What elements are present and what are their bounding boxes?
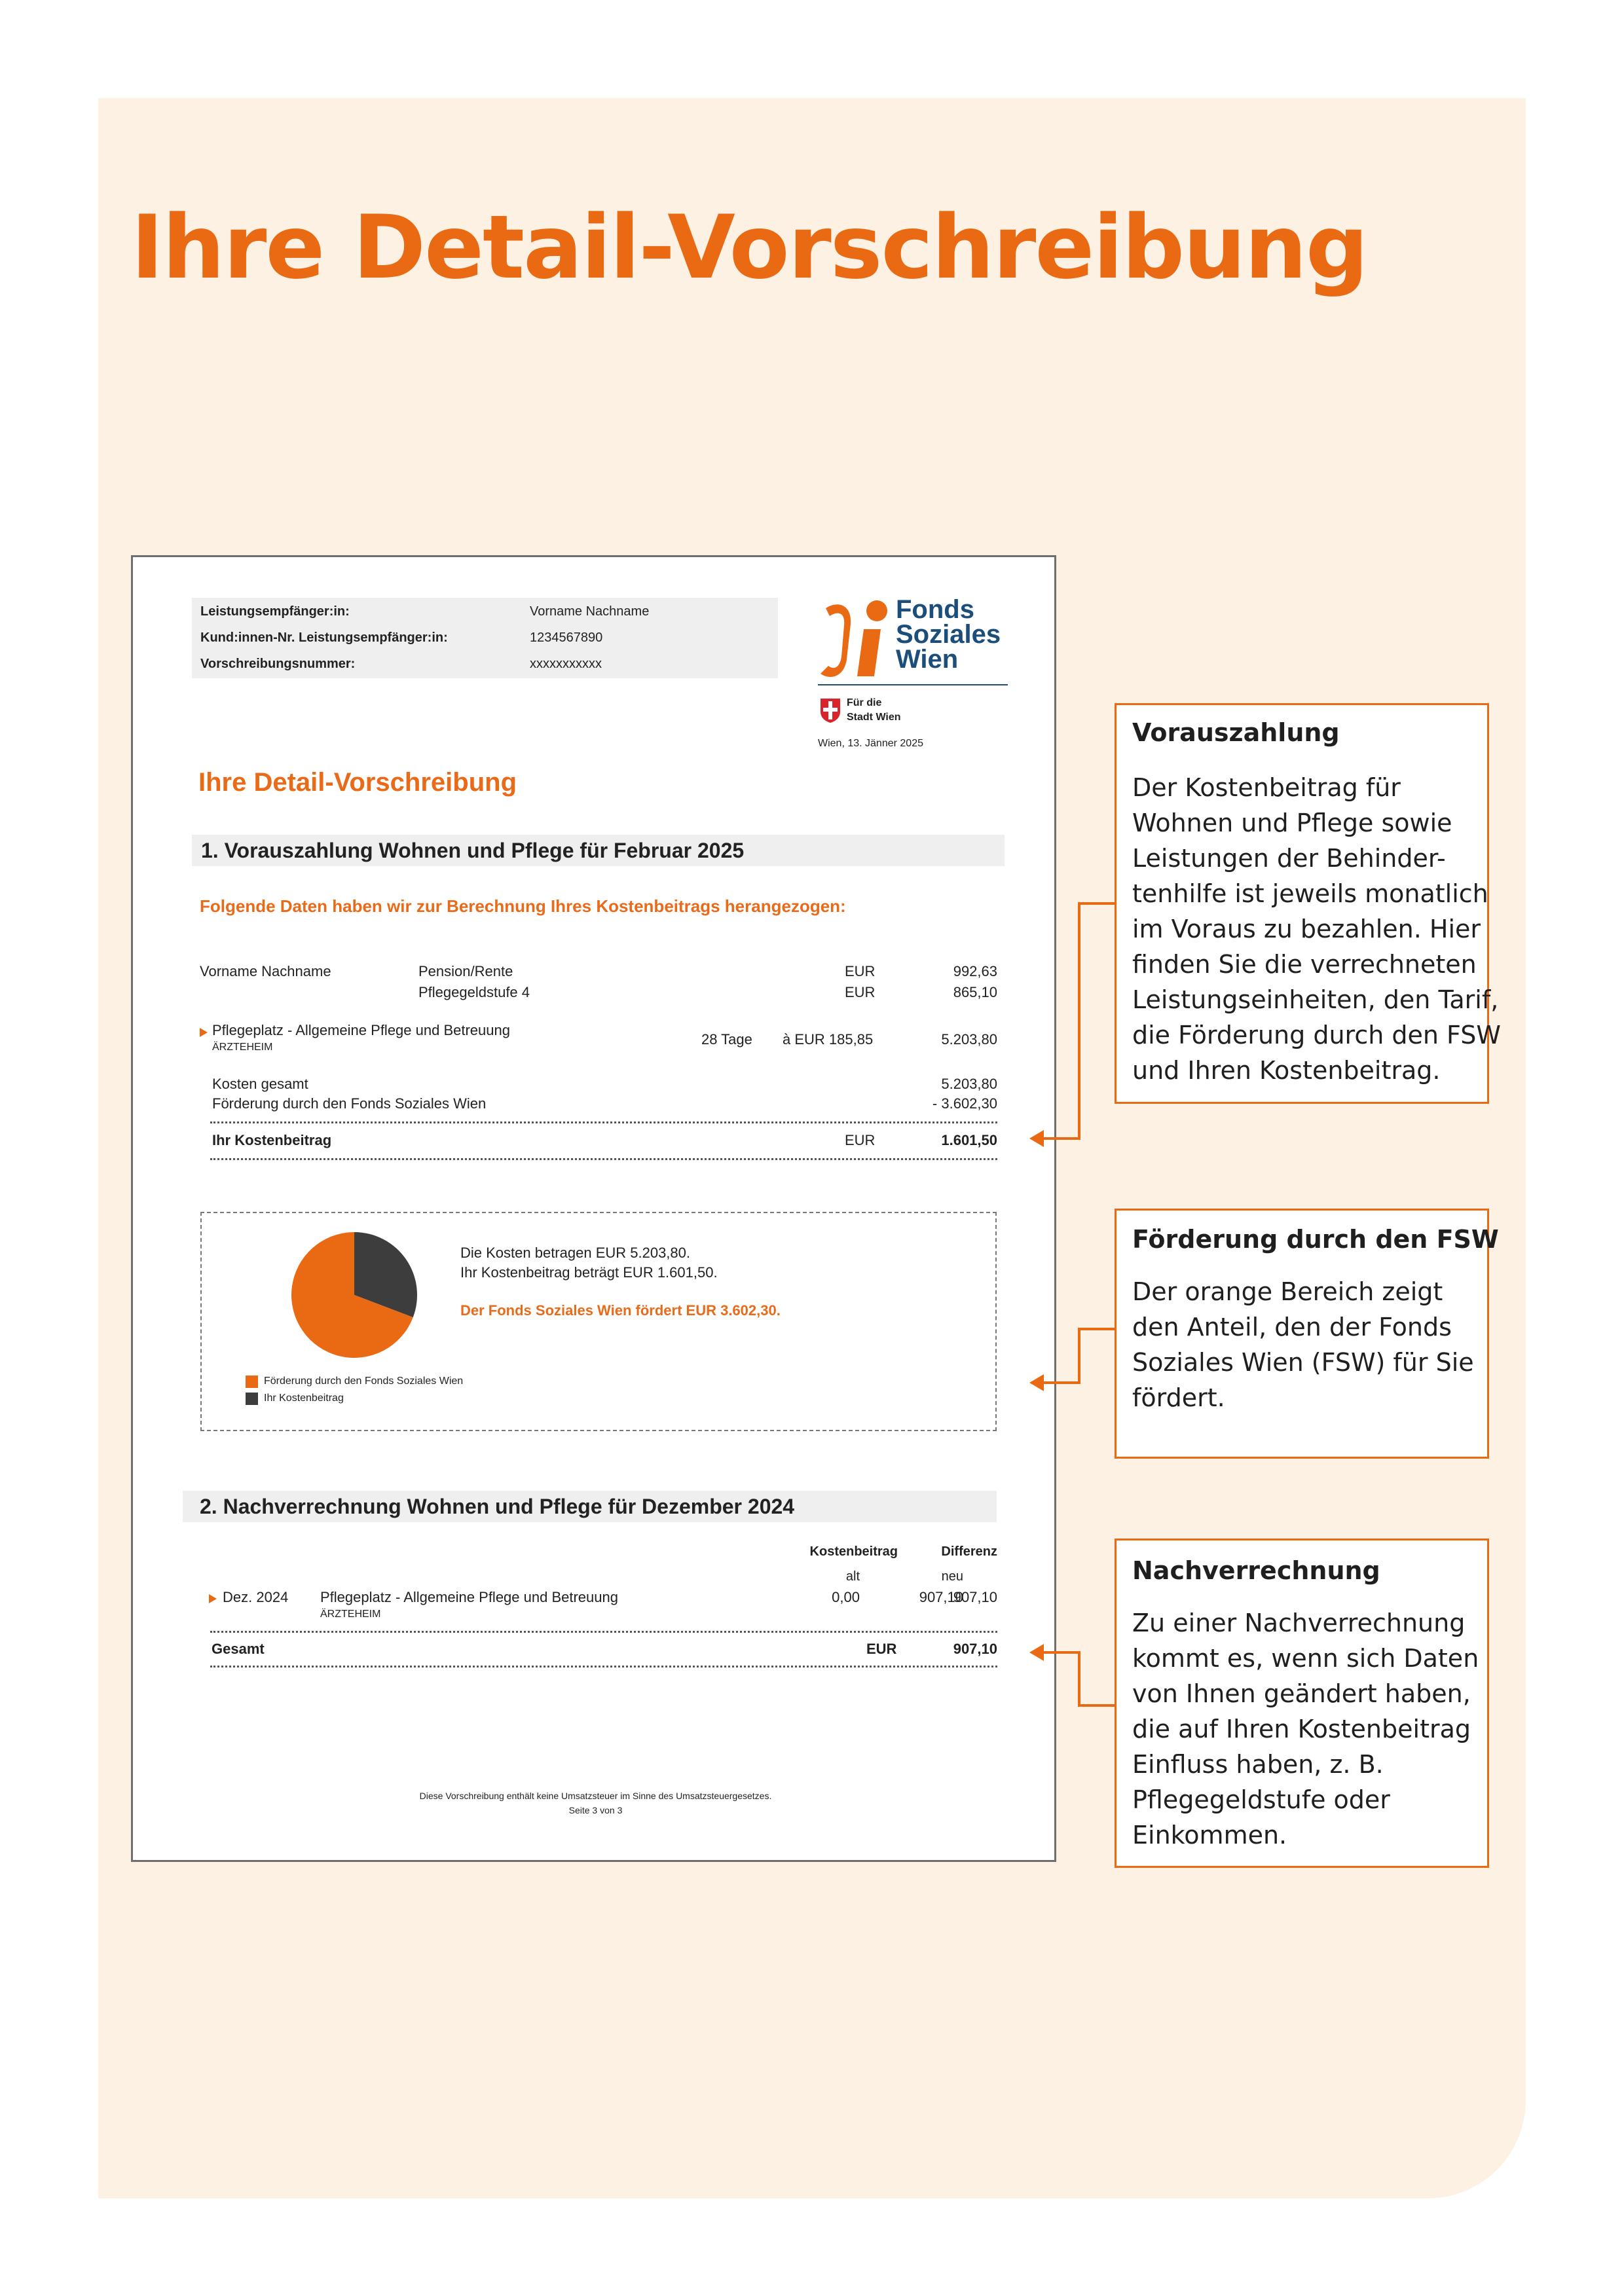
service-amount: 5.203,80 [941,1031,997,1048]
info-value: xxxxxxxxxxx [530,657,602,671]
info-value: 1234567890 [530,630,603,645]
callout-text: Wohnen und Pflege sowie [1132,809,1452,837]
legend-label-funding: Förderung durch den Fonds Soziales Wien [264,1376,464,1387]
callout-text: die auf Ihren Kostenbeitrag [1132,1715,1471,1743]
callout-title: Förderung durch den FSW [1132,1225,1499,1254]
col-subheader-neu: neu [941,1569,963,1584]
arrowhead-icon [1029,1644,1044,1661]
callout-text: von Ihnen geändert haben, [1132,1679,1471,1708]
page-title: Ihre Detail-Vorschreibung [131,196,1367,299]
costs-total-amount: 5.203,80 [941,1076,997,1092]
callout-title: Vorauszahlung [1132,718,1340,747]
income-currency: EUR [845,984,876,1000]
logo-text: Wien [896,645,959,674]
recalc-diff: 907,10 [953,1589,997,1605]
funding-text-contribution: Ihr Kostenbeitrag beträgt EUR 1.601,50. [460,1264,718,1281]
arrowhead-icon [1029,1130,1044,1147]
person-name: Vorname Nachname [200,963,331,979]
connector-foerderung [1041,1329,1115,1383]
callout-text: die Förderung durch den FSW [1132,1021,1501,1049]
callout-text: den Anteil, den der Fonds [1132,1313,1452,1341]
callout-text: Pflegegeldstufe oder [1132,1785,1390,1814]
info-label: Vorschreibungsnummer: [200,657,356,671]
costs-total-label: Kosten gesamt [212,1076,308,1092]
callout-text: tenhilfe ist jeweils monatlich [1132,879,1488,908]
contribution-currency: EUR [845,1132,876,1148]
section1-intro: Folgende Daten haben wir zur Berechnung Ihres Kostenbeitrags herangezogen: [200,896,846,916]
section1-title: 1. Vorauszahlung Wohnen und Pflege für Februar 2025 [201,839,745,862]
recalc-total-label: Gesamt [212,1641,265,1657]
contribution-amount: 1.601,50 [941,1132,997,1148]
income-amount: 992,63 [953,963,997,979]
recalc-neu: 907,10 [919,1589,963,1605]
funding-text-highlight: Der Fonds Soziales Wien fördert EUR 3.602,30. [460,1302,781,1319]
callout-text: kommt es, wenn sich Daten [1132,1644,1479,1673]
arrowhead-icon [1029,1374,1044,1391]
funding-amount: - 3.602,30 [932,1095,997,1112]
document-date: Wien, 13. Jänner 2025 [818,738,923,749]
logo-subtext: Für die [847,697,882,708]
income-currency: EUR [845,963,876,979]
service-rate: à EUR 185,85 [783,1031,874,1048]
callout-text: fördert. [1132,1383,1225,1412]
connector-vorauszahlung [1041,903,1115,1139]
recalc-total-currency: EUR [866,1641,897,1657]
connector-nachverrechnung [1041,1652,1115,1705]
recalc-service: Pflegeplatz - Allgemeine Pflege und Betreuung [320,1589,618,1605]
funding-text-costs: Die Kosten betragen EUR 5.203,80. [460,1245,691,1261]
callout-text: Einkommen. [1132,1821,1287,1850]
logo-text: Fonds [896,595,974,624]
logo-text: Soziales [896,620,1001,649]
service-name: Pflegeplatz - Allgemeine Pflege und Betreuung [212,1022,510,1038]
callout-text: Der Kostenbeitrag für [1132,773,1401,802]
funding-label: Förderung durch den Fonds Soziales Wien [212,1095,487,1112]
callout-text: im Voraus zu bezahlen. Hier [1132,915,1481,943]
service-days: 28 Tage [701,1031,752,1048]
service-place: ÄRZTEHEIM [212,1042,273,1053]
info-value: Vorname Nachname [530,604,650,619]
contribution-label: Ihr Kostenbeitrag [212,1132,332,1148]
callout-title: Nachverrechnung [1132,1556,1380,1585]
legend-label-contribution: Ihr Kostenbeitrag [264,1393,344,1404]
footer-page-number: Seite 3 von 3 [568,1805,623,1815]
col-subheader-alt: alt [845,1569,860,1584]
callout-text: Einfluss haben, z. B. [1132,1750,1384,1779]
callout-text: und Ihren Kostenbeitrag. [1132,1056,1441,1085]
callout-text: finden Sie die verrechneten [1132,950,1477,979]
recalc-month: Dez. 2024 [223,1589,289,1605]
logo-subtext: Stadt Wien [847,712,901,723]
section2-title: 2. Nachverrechnung Wohnen und Pflege für Dezember 2024 [200,1495,795,1518]
income-label: Pension/Rente [418,963,513,979]
callout-text: Leistungseinheiten, den Tarif, [1132,985,1499,1014]
col-header-kostenbeitrag: Kostenbeitrag [809,1544,898,1559]
income-label: Pflegegeldstufe 4 [418,984,530,1000]
callout-text: Leistungen der Behinder- [1132,844,1446,873]
recalc-place: ÄRZTEHEIM [320,1609,381,1620]
recalc-total-amount: 907,10 [953,1641,997,1657]
callout-text: Zu einer Nachverrechnung [1132,1609,1466,1637]
info-label: Kund:innen-Nr. Leistungsempfänger:in: [200,630,448,645]
callout-text: Der orange Bereich zeigt [1132,1277,1443,1306]
income-amount: 865,10 [953,984,997,1000]
col-header-differenz: Differenz [941,1544,997,1559]
document-heading: Ihre Detail-Vorschreibung [198,768,517,797]
callout-text: Soziales Wien (FSW) für Sie [1132,1348,1474,1377]
recalc-alt: 0,00 [832,1589,860,1605]
info-label: Leistungsempfänger:in: [200,604,350,619]
footer-tax-note: Diese Vorschreibung enthält keine Umsatzsteuer im Sinne des Umsatzsteuergesetzes. [419,1791,772,1801]
